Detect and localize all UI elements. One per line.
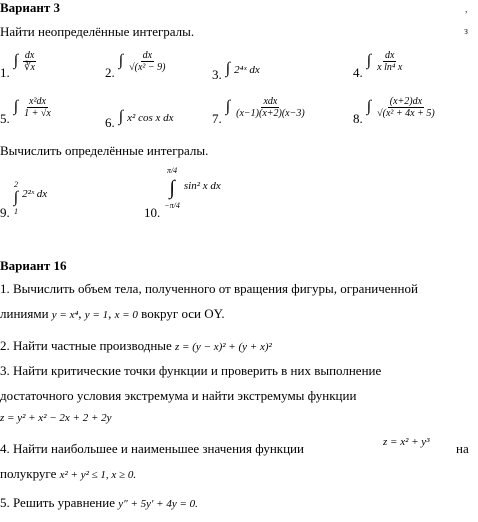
item-6: $_{6.}$ ∫ x² cos x dx <box>105 108 174 130</box>
integrand-3: 2⁴ˣ dx <box>234 64 260 76</box>
integrand-9: 2²ˣ dx <box>22 188 48 200</box>
task-4-line-2: полукруге x² + y² ≤ 1, x ≥ 0. <box>0 466 137 481</box>
task-3-line-1: 3. Найти критические точки функции и проверить в них выполнение <box>0 363 382 378</box>
task-5: 5. Решить уравнение y″ + 5y′ + 4y = 0. <box>0 495 198 510</box>
task-4-na: на <box>456 441 469 456</box>
variant-3-title: Вариант 3 <box>0 0 61 15</box>
task-2: 2. Найти частные производные z = (y − x)² + (y + x)² <box>0 338 272 353</box>
item-10: $_{10.}$ π/4 ∫ −π/4 $_{sin^2 x dx}$ <box>144 166 221 220</box>
task-4-formula: z = x² + y³ <box>383 436 430 448</box>
task-3-formula: z = y² + x² − 2x + 2 + 2y <box>0 412 112 424</box>
corner-mark-1: , <box>465 4 468 15</box>
corner-mark-2: з <box>464 26 468 37</box>
integrand-10: sin² x dx <box>183 180 221 192</box>
item-2: $_{2.}$ ∫ $\frac{dx}{\text{√(x² − 9)}}$ <box>105 50 166 81</box>
item-8: $_{8.}$ ∫ $\frac{(x+2)dx}{\text{√(x² + 4x + 5)}}$ <box>353 96 435 127</box>
item-5: $_{5.}$ ∫ $\frac{\text{x²dx}}{1 + √x}$ <box>0 96 51 127</box>
item-9: $_{9.}$ 2 ∫ 1 $_{2^2ˣ dx}$ <box>0 180 48 220</box>
section-definite-integrals: Вычислить определённые интегралы. <box>0 143 209 158</box>
integrand-8: $\frac{(x+2)dx}{\text{√(x² + 4x + 5)}}$ <box>377 96 435 119</box>
task-4-line-1: 4. Найти наибольшее и наименьшее значения функции <box>0 441 304 456</box>
item-4: $_{4.}$ ∫ $\frac{dx}{\text{x ln⁴ x}}$ <box>353 50 403 81</box>
task-1-line-1: 1. Вычислить объем тела, полученного от вращения фигуры, ограниченной <box>0 281 418 296</box>
integrand-6: x² cos x dx <box>127 112 174 124</box>
integrand-1: $\frac{dx}{∛x}$ <box>24 50 35 73</box>
item-3: $_{3.}$ ∫ 2⁴ˣ dx <box>212 60 260 82</box>
item-7: $_{7.}$ ∫ $\frac{\text{xdx}}{(x-1)(x+2)(x-3)}$ <box>212 96 305 127</box>
integrand-2: $\frac{dx}{\text{√(x² − 9)}}$ <box>129 50 166 73</box>
task-3-line-2: достаточного условия экстремума и найти экстремумы функции <box>0 388 357 403</box>
task-1-line-2: линиями y = x⁴, y = 1, x = 0 вокруг оси OY. <box>0 306 225 321</box>
item-1: $_{1.}$ ∫ $\frac{dx}{∛x}$ <box>0 50 35 81</box>
integrand-4: $\frac{dx}{\text{x ln⁴ x}}$ <box>377 50 403 73</box>
integrand-7: $\frac{\text{xdx}}{(x-1)(x+2)(x-3)}$ <box>236 96 305 119</box>
section-indefinite-integrals: Найти неопределённые интегралы. <box>0 24 195 39</box>
variant-16-title: Вариант 16 <box>0 258 67 273</box>
integrand-5: $\frac{\text{x²dx}}{1 + √x}$ <box>24 96 51 119</box>
